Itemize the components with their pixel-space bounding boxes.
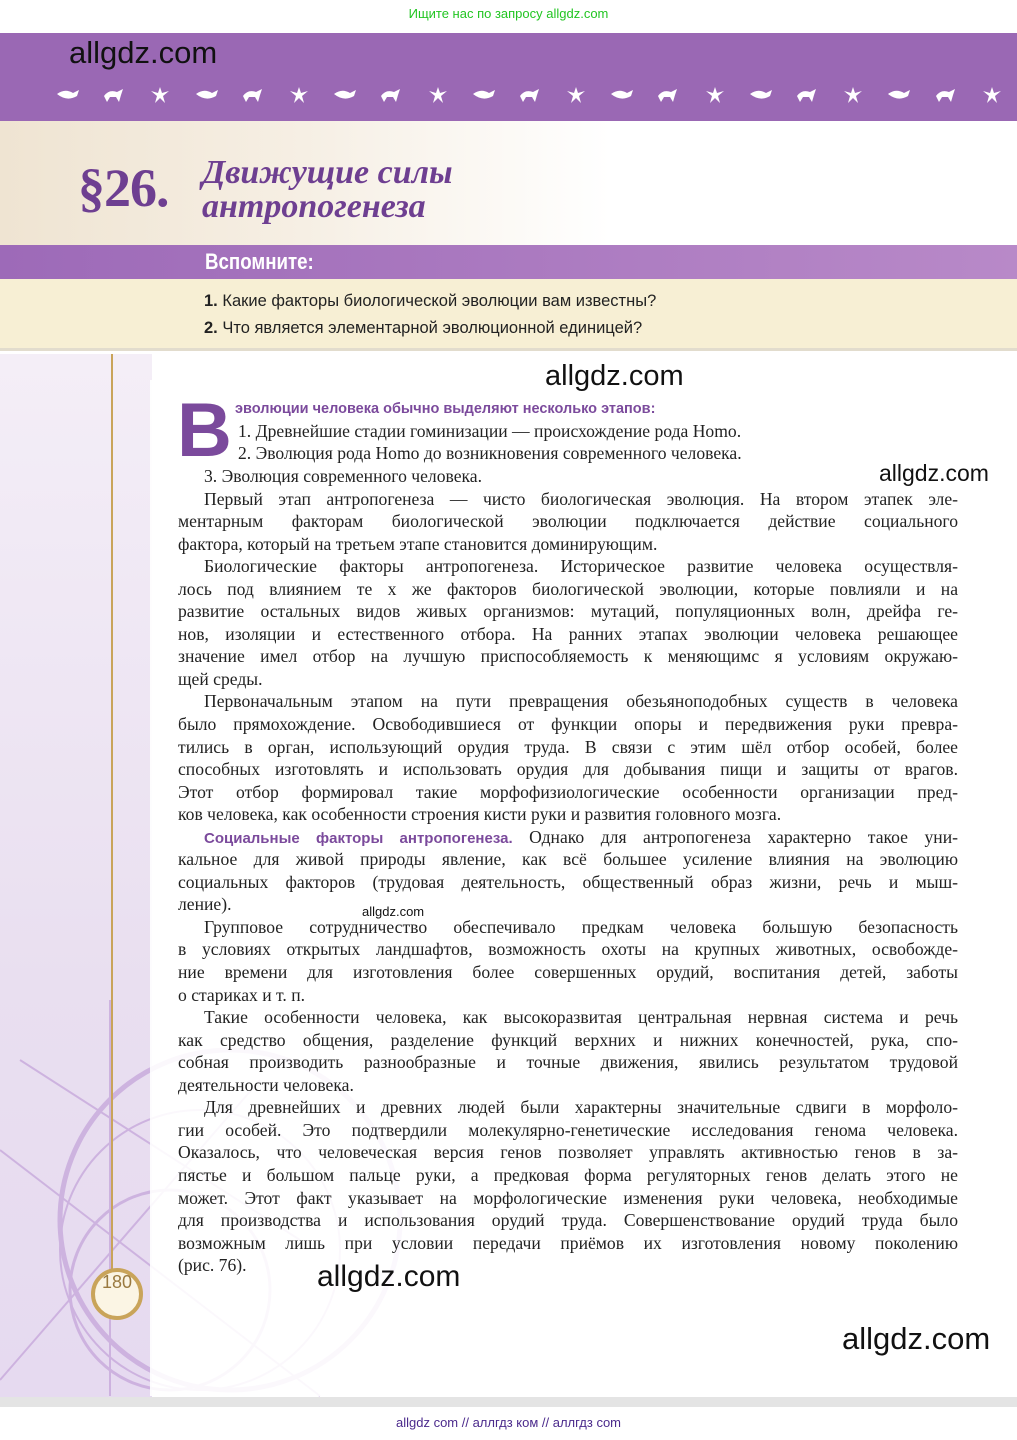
line-text: может. Этот факт указывает на морфологические изменения руки человека, необходимые (178, 1188, 958, 1208)
animal-silhouette-icon (101, 86, 127, 104)
text-line (178, 1142, 958, 1163)
line-text: (рис. 76). (178, 1255, 247, 1275)
line-text: ментарным факторам биологической эволюции подключается действие социального (178, 511, 958, 531)
animal-silhouette-icon (886, 86, 912, 104)
watermark: allgdz.com (842, 1321, 991, 1356)
line-text: Первоначальным этапом на пути превращения обезьяноподобных существ в человека (204, 691, 958, 711)
watermark: allgdz.com (879, 460, 989, 486)
text-line (204, 556, 958, 577)
text-line (178, 1030, 958, 1051)
text-line (178, 624, 958, 645)
line-text: развитие остальных видов живых организмов: мутаций, популяционных волн, дрейфа ге- (178, 601, 958, 621)
recall-question (204, 291, 656, 311)
line-text: Для древнейших и древних людей были характерны значительные сдвиги в морфоло- (204, 1097, 958, 1117)
recall-box (0, 279, 1017, 351)
watermark: allgdz.com (545, 360, 684, 392)
text-line (178, 894, 958, 915)
animal-silhouette-icon (194, 86, 220, 104)
line-text: Этот отбор формировал такие морфофизиологические особенности организации пред- (178, 782, 958, 802)
line-text: ние времени для изготовления более совершенных орудий, воспитания детей, заботы (178, 962, 958, 982)
text-line (178, 872, 958, 893)
line-text: возможным лишь при условии передачи приёмов их изготовления новому поколению (178, 1233, 958, 1253)
text-line (178, 804, 958, 825)
animal-silhouette-icon (609, 86, 635, 104)
line-text: социальных факторов (трудовая деятельность, общественный образ жизни, речь и мыш- (178, 872, 958, 892)
line-text: значение имел отбор на лучшую приспособляемость к меняющимс я условиям окружаю- (178, 646, 958, 666)
title-line: Движущие силы (202, 154, 453, 191)
line-text: нов, изоляции и естественного отбора. На ранних этапах эволюции человека решающее (178, 624, 958, 644)
line-text: способных изготовлять и использовать орудия для добывания пищи и защиты от врагов. (178, 759, 958, 779)
line-text: ление). (178, 894, 232, 914)
text-line (204, 691, 958, 712)
line-text: Однако для антропогенеза характерно такое уни- (529, 827, 958, 847)
stage-item: 1. Древнейшие стадии гоминизации — происхождение рода Homo. (238, 421, 742, 441)
line-text: Биологические факторы антропогенеза. Историческое развитие человека осуществля- (204, 556, 958, 576)
section-number: §26. (78, 158, 169, 218)
footer-links: allgdz com // аллгдз ком // аллгдз com (395, 1415, 622, 1430)
line-text: для производства и использования орудий труда. Совершенствование орудий труда было (178, 1210, 958, 1230)
animal-silhouette-icon (378, 86, 404, 104)
text-line (178, 534, 958, 555)
question-number: 2. (204, 319, 218, 337)
text-line (178, 1052, 958, 1073)
text-line (204, 489, 958, 510)
line-text: деятельности человека. (178, 1075, 354, 1095)
animal-silhouette-icon (332, 86, 358, 104)
text-line (178, 962, 958, 983)
line-text: Групповое сотрудничество обеспечивало предкам человека большую безопасность (204, 917, 958, 937)
animal-silhouette-icon (748, 86, 774, 104)
text-line (178, 1188, 958, 1209)
page-number: 180 (91, 1268, 143, 1320)
text-line (178, 1120, 958, 1141)
text-line (178, 1255, 958, 1276)
text-line (204, 1097, 958, 1118)
animal-strip (55, 86, 1005, 104)
animal-silhouette-icon (655, 86, 681, 104)
recall-bar (0, 245, 1017, 279)
lead-text: эволюции человека обычно выделяют несколько этапов: (235, 401, 656, 417)
line-text: гии особей. Это подтвердили молекулярно-генетические исследования генома человека. (178, 1120, 958, 1140)
line-text: Оказалось, что человеческая версия генов позволяет управлять активностью генов в за- (178, 1142, 958, 1162)
text-line (178, 1233, 958, 1254)
animal-silhouette-icon (240, 86, 266, 104)
title-line: антропогенеза (202, 188, 426, 225)
animal-silhouette-icon (471, 86, 497, 104)
line-text: было прямохождение. Освободившиеся от функции опоры и передвижения руки превра- (178, 714, 958, 734)
line-text: пястье и большом пальце руки, а предковая форма регуляторных генов делать этого не (178, 1165, 958, 1185)
text-line (178, 782, 958, 803)
text-line (178, 737, 958, 758)
bottom-strip (0, 1397, 1017, 1407)
line-text: кальное для живой природы явление, как всё большее усиление влияния на эволюцию (178, 849, 958, 869)
animal-silhouette-icon (840, 86, 866, 104)
text-line (204, 917, 958, 938)
text-line (178, 579, 958, 600)
text-line (204, 1007, 958, 1028)
line-text: о стариках и т. п. (178, 985, 306, 1005)
text-line (204, 827, 958, 848)
subheading: Социальные факторы антропогенеза. (204, 830, 513, 847)
margin-rule (111, 354, 113, 1270)
text-line (178, 714, 958, 735)
line-text: фактора, который на третьем этапе становится доминирующим. (178, 534, 658, 554)
line-text: щей среды. (178, 669, 263, 689)
animal-silhouette-icon (147, 86, 173, 104)
animal-silhouette-icon (702, 86, 728, 104)
text-line (178, 985, 958, 1006)
recall-heading: Вспомните: (205, 249, 314, 274)
stage-item: 3. Эволюция современного человека. (204, 466, 483, 486)
watermark: allgdz.com (317, 1260, 461, 1293)
line-text: Первый этап антропогенеза — чисто биологическая эволюция. На втором этапек эле- (204, 489, 958, 509)
watermark: allgdz.com (69, 35, 218, 70)
line-text: ков человека, как особенности строения кисти руки и развития головного мозга. (178, 804, 782, 824)
watermark: allgdz.com (362, 904, 425, 919)
text-line (178, 1210, 958, 1231)
animal-silhouette-icon (933, 86, 959, 104)
recall-question (204, 318, 642, 338)
question-text: Какие факторы биологической эволюции вам известны? (222, 292, 657, 310)
animal-silhouette-icon (286, 86, 312, 104)
text-line (178, 669, 958, 690)
section-title (202, 156, 453, 224)
stage-item: 2. Эволюция рода Homo до возникновения современного человека. (238, 443, 742, 463)
line-text: собная производить разнообразные и точные движения, явились результатом трудовой (178, 1052, 958, 1072)
text-line (178, 1165, 958, 1186)
line-text: лось под влиянием те х же факторов биологической эволюции, которые повлияли и на (178, 579, 958, 599)
drop-cap: В (177, 388, 232, 473)
text-line (178, 646, 958, 667)
animal-silhouette-icon (563, 86, 589, 104)
line-text: тились в орган, использующий орудия труда. В связи с этим шёл отбор особей, более (178, 737, 958, 757)
text-line (178, 849, 958, 870)
text-line (178, 601, 958, 622)
text-line (178, 759, 958, 780)
question-text: Что является элементарной эволюционной единицей? (222, 319, 643, 337)
line-text: как средство общения, разделение функций верхних и нижних конечностей, рука, спо- (178, 1030, 958, 1050)
text-line (178, 511, 958, 532)
animal-silhouette-icon (517, 86, 543, 104)
animal-silhouette-icon (55, 86, 81, 104)
question-number: 1. (204, 292, 218, 310)
animal-silhouette-icon (425, 86, 451, 104)
animal-silhouette-icon (794, 86, 820, 104)
search-hint: Ищите нас по запросу allgdz.com (408, 6, 609, 21)
line-text: Такие особенности человека, как высокоразвитая центральная нервная система и речь (204, 1007, 958, 1027)
text-line (178, 939, 958, 960)
animal-silhouette-icon (979, 86, 1005, 104)
line-text: в условиях открытых ландшафтов, возможность охоты на крупных животных, освобожде- (178, 939, 958, 959)
text-line (178, 1075, 958, 1096)
